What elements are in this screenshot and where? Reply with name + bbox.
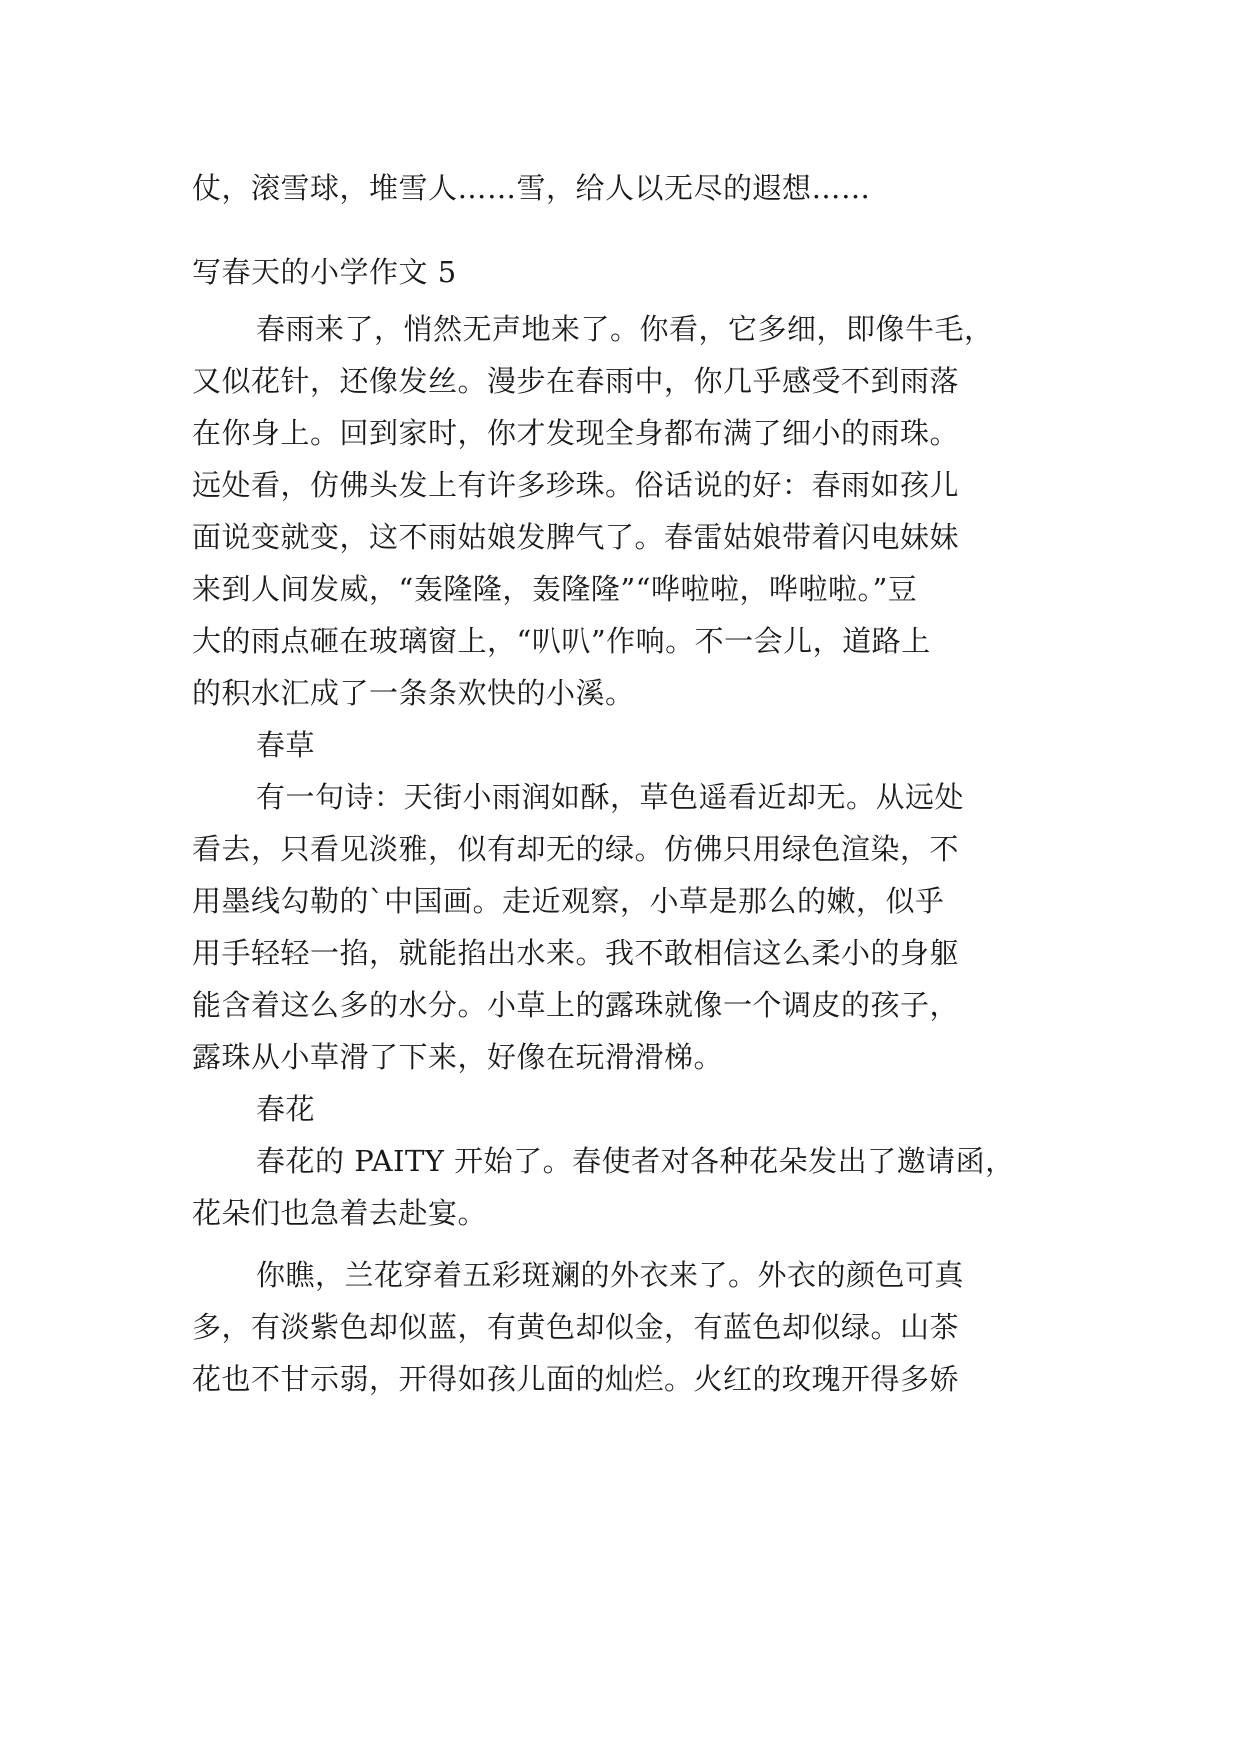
body-line: 仗，滚雪球，堆雪人……雪，给人以无尽的遐想……	[192, 171, 871, 205]
body-line: 在你身上。回到家时，你才发现全身都布满了细小的雨珠。	[192, 416, 960, 450]
section-title: 写春天的小学作文 5	[192, 255, 457, 289]
body-line: 用手轻轻一掐，就能掐出水来。我不敢相信这么柔小的身躯	[192, 936, 960, 970]
body-line: 大的雨点砸在玻璃窗上，“叭叭”作响。不一会儿，道路上	[192, 624, 931, 658]
body-line: 能含着这么多的水分。小草上的露珠就像一个调皮的孩子，	[192, 988, 960, 1022]
body-line: 远处看，仿佛头发上有许多珍珠。俗话说的好：春雨如孩儿	[192, 468, 960, 502]
body-line: 多，有淡紫色却似蓝，有黄色却似金，有蓝色却似绿。山茶	[192, 1310, 960, 1344]
body-line: 又似花针，还像发丝。漫步在春雨中，你几乎感受不到雨落	[192, 364, 960, 398]
body-line: 看去，只看见淡雅，似有却无的绿。仿佛只用绿色渲染，不	[192, 832, 960, 866]
body-line: 面说变就变，这不雨姑娘发脾气了。春雷姑娘带着闪电妹妹	[192, 520, 960, 554]
body-line: 露珠从小草滑了下来，好像在玩滑滑梯。	[192, 1040, 724, 1074]
body-line: 你瞧，兰花穿着五彩斑斓的外衣来了。外衣的颜色可真	[256, 1258, 965, 1292]
body-line: 用墨线勾勒的`中国画。走近观察，小草是那么的嫩，似乎	[192, 884, 945, 918]
body-line: 来到人间发威，“轰隆隆，轰隆隆”“哗啦啦，哗啦啦。”豆	[192, 572, 918, 606]
body-line: 有一句诗：天街小雨润如酥，草色遥看近却无。从远处	[256, 780, 965, 814]
body-line: 花朵们也急着去赴宴。	[192, 1196, 488, 1230]
body-line: 的积水汇成了一条条欢快的小溪。	[192, 676, 635, 710]
subsection-title: 春草	[256, 728, 316, 762]
subsection-title: 春花	[256, 1092, 316, 1126]
body-line: 春雨来了，悄然无声地来了。你看，它多细，即像牛毛，	[256, 312, 994, 346]
body-line: 花也不甘示弱，开得如孩儿面的灿烂。火红的玫瑰开得多娇	[192, 1362, 960, 1396]
body-line: 春花的 PAITY 开始了。春使者对各种花朵发出了邀请函，	[256, 1144, 1015, 1178]
